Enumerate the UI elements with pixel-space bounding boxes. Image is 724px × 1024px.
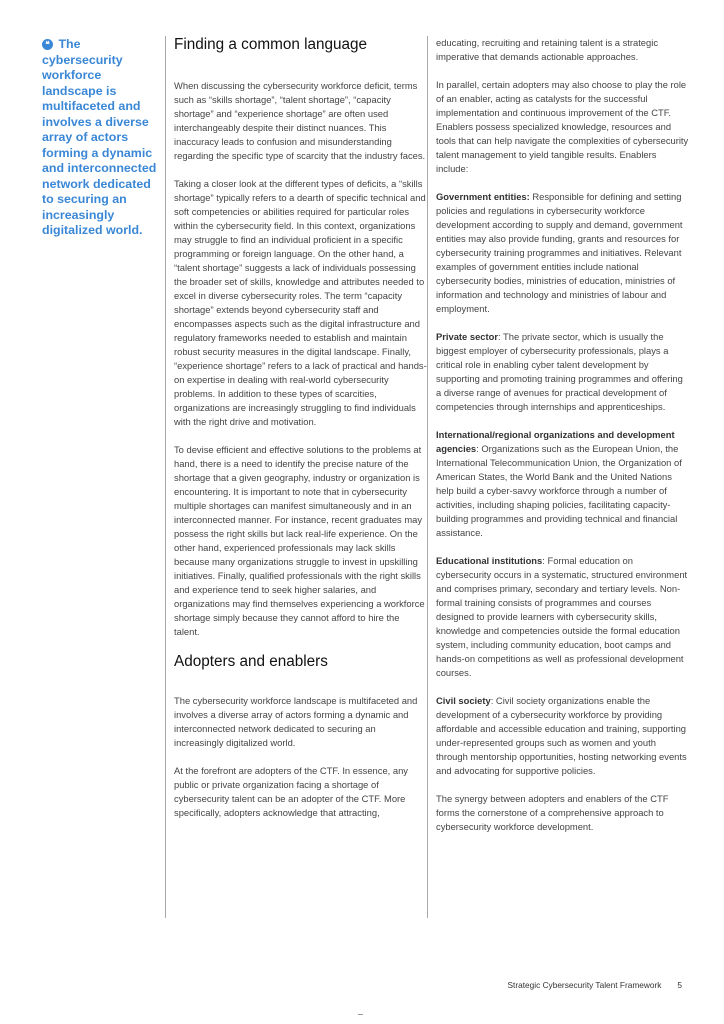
enabler-label: Civil society bbox=[436, 695, 491, 706]
paragraph: To devise efficient and effective solutions to the problems at hand, there is a need to identify the precise nature of the shortage that a given geography, industry or organization is encountering. It is important to note that in cybersecurity multiple shortages can manifest simultaneously and in an interconnected manner. For instance, recent graduates may possess the right skills but lack real-life experience. On the other hand, experienced professionals may lack skills because many organizations struggle to invest in upskilling initiatives. Finally, qualified professionals with the right skills and experience tend to seek higher salaries, and organizations may find themselves experiencing a workforce shortage simply because they cannot afford to hire the talent. bbox=[174, 444, 425, 637]
enabler-label: Private sector bbox=[436, 331, 499, 342]
heading-finding-common-language: Finding a common language bbox=[174, 36, 368, 53]
footer-title: Strategic Cybersecurity Talent Framework bbox=[507, 980, 662, 990]
heading-adopters-enablers: Adopters and enablers bbox=[174, 653, 328, 670]
pull-quote bbox=[42, 37, 158, 239]
divider bbox=[358, 1014, 363, 1015]
page-footer bbox=[508, 980, 682, 990]
enabler-label: Educational institutions bbox=[436, 555, 543, 566]
paragraph: educating, recruiting and retaining talent is a strategic imperative that demands actionable approaches. bbox=[436, 37, 659, 62]
paragraph: The synergy between adopters and enablers of the CTF forms the cornerstone of a comprehensive approach to cybersecurity workforce development. bbox=[436, 793, 669, 832]
enabler-text: : Organizations such as the European Union, the International Telecommunication Union, the Organization of American States, the World Bank and the United Nations help build a cyber-savvy workforce through a number of activities, including shaping policies, facilitating capacity-building programmes and providing technical and financial assistance. bbox=[436, 443, 682, 538]
enabler-label: Government entities: bbox=[436, 191, 530, 202]
page-number: 5 bbox=[677, 980, 682, 990]
pull-quote-text: The cybersecurity workforce landscape is multifaceted and involves a diverse array of actors forming a dynamic and interconnected network dedicated to securing an increasingly digitalized world. bbox=[42, 37, 157, 237]
enabler-private-sector bbox=[436, 330, 689, 414]
enabler-civil-society bbox=[436, 694, 689, 778]
enabler-educational bbox=[436, 554, 689, 680]
paragraph: At the forefront are adopters of the CTF. In essence, any public or private organization facing a shortage of cybersecurity talent can be an adopter of the CTF. More specifically, adopters acknowledge that attracting, bbox=[174, 765, 408, 818]
quote-icon: ❝ bbox=[42, 39, 53, 50]
enabler-text: : Civil society organizations enable the development of a cybersecurity workforce by providing affordable and accessible education and training, supporting under-represented groups such as women and youth through mentorship opportunities, hosting networking events and advocating for supportive policies. bbox=[436, 695, 687, 776]
enabler-text: : The private sector, which is usually the biggest employer of cybersecurity professionals, plays a critical role in enabling cyber talent development by supporting and promoting training programmes and offering a diverse range of avenues for practical development of competencies through internships and apprenticeships. bbox=[436, 331, 683, 412]
paragraph: In parallel, certain adopters may also choose to play the role of an enabler, acting as catalysts for the successful implementation and continuous improvement of the CTF. Enablers possess specialized knowledge, resources and tools that can help navigate the complexities of cybersecurity talent management to yield tangible results. Enablers include: bbox=[436, 79, 689, 174]
paragraph: Taking a closer look at the different types of deficits, a “skills shortage” typically refers to a dearth of specific technical and soft competencies or abilities required for particular roles within the cybersecurity field. In this context, organizations may struggle to find an individual proficient in a specific programming or foreign language. On the other hand, a “talent shortage” suggests a lack of individuals possessing the broader set of skills, knowledge and attributes needed to excel in diverse cybersecurity roles. The term “capacity shortage” extends beyond cybersecurity staff and encompasses aspects such as the digital infrastructure and regulatory frameworks needed to establish and maintain robust security measures in the digital landscape. Finally, “experience shortage” refers to a lack of practical and hands-on expertise in dealing with real-world cybersecurity problems. In addition to these types of scarcities, organizations are increasingly struggling to find individuals with the right drive and motivation. bbox=[174, 178, 427, 427]
enabler-international bbox=[436, 428, 689, 540]
right-column bbox=[427, 36, 689, 918]
enabler-text: Responsible for defining and setting policies and regulations in cybersecurity workforce development according to supply and demand, government entities may also provide funding, grants and resources for cybersecurity training programmes and initiatives. Relevant examples of government entities include national cybersecurity bodies, ministries of education, ministries of information and technology and ministries of labour and employment. bbox=[436, 191, 683, 314]
enabler-label: International/regional organizations and development agencies bbox=[436, 429, 675, 454]
enabler-government bbox=[436, 190, 689, 316]
paragraph: The cybersecurity workforce landscape is multifaceted and involves a diverse array of actors forming a dynamic and interconnected network dedicated to securing an increasingly digitalized world. bbox=[174, 695, 418, 748]
left-column bbox=[165, 36, 427, 918]
paragraph: When discussing the cybersecurity workforce deficit, terms such as “skills shortage”, “talent shortage”, “capacity shortage” and “experience shortage” are often used interchangeably despite their distinct nuances. This inaccuracy leads to confusion and misunderstanding regarding the specific type of scarcity that the industry faces. bbox=[174, 80, 426, 161]
enabler-text: : Formal education on cybersecurity occurs in a systematic, structured environment and comprises primary, secondary and tertiary levels. Non-formal training consists of programmes and courses designed to provide learners with cybersecurity skills, knowledge and competencies outside the formal education system, including community education, boot camps and hands-on competitions as well as professional development courses. bbox=[436, 555, 688, 678]
